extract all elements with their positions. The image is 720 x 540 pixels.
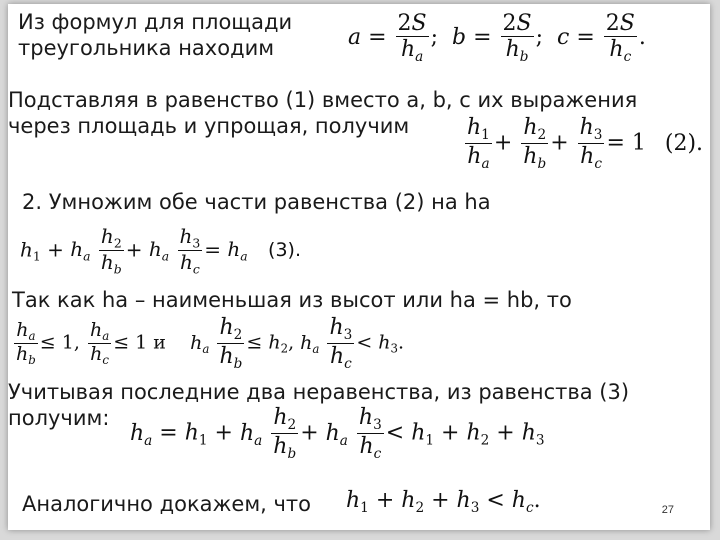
final-inequality: $h_1 + h_2 + h_3 < h_c$. xyxy=(346,488,541,516)
slide xyxy=(8,4,710,530)
considering-line-2: получим: xyxy=(8,406,110,430)
inequalities: $\frac{h_a}{h_b}$ ≤ 1, $\frac{h_a}{h_c}$ ≤ 1 и $h_a$ $\frac{h_2}{h_b}$ ≤ $h_2$, $h_a$ $\frac{h_3}{h_c}$ < $h_3$. xyxy=(16,315,405,372)
equation-3-label: (3). xyxy=(268,239,301,262)
result-inequality: $h_a = h_1 + h_a$ $\frac{h_2}{h_b}$ + $h_a$ $\frac{h_3}{h_c}$ < $h_1 + h_2 + h_3$ xyxy=(130,405,545,462)
page-number: 27 xyxy=(661,504,674,516)
similarly-line: Аналогично докажем, что xyxy=(22,492,312,516)
substitution-line-1: Подставляя в равенство (1) вместо a, b, c их выражения xyxy=(8,88,638,112)
equation-2-label: (2). xyxy=(664,130,704,156)
equation-3: $h_1 + h_a$ $\frac{h_2}{h_b}$ + $h_a$ $\frac{h_3}{h_c}$ = $h_a$ (3). xyxy=(20,224,301,277)
multiply-step: 2. Умножим обе части равенства (2) на hа xyxy=(22,190,491,214)
considering-line-1: Учитывая последние два неравенства, из равенства (3) xyxy=(8,380,630,404)
equation-2: $\frac{h_1}{h_a}$ + $\frac{h_2}{h_b}$ + $\frac{h_3}{h_c}$ = 1 (2). xyxy=(467,115,704,172)
formula-sides: a = $\frac{2S}{h_a}$ ; b = $\frac{2S}{h_b}$ ; c = $\frac{2S}{h_c}$ . xyxy=(348,11,646,65)
intro-line-1: Из формул для площади xyxy=(18,10,293,34)
intro-line-2: треугольника находим xyxy=(18,36,275,60)
since-line: Так как hа – наименьшая из высот или hа = hb, то xyxy=(12,288,572,312)
substitution-line-2: через площадь и упрощая, получим xyxy=(8,114,410,138)
